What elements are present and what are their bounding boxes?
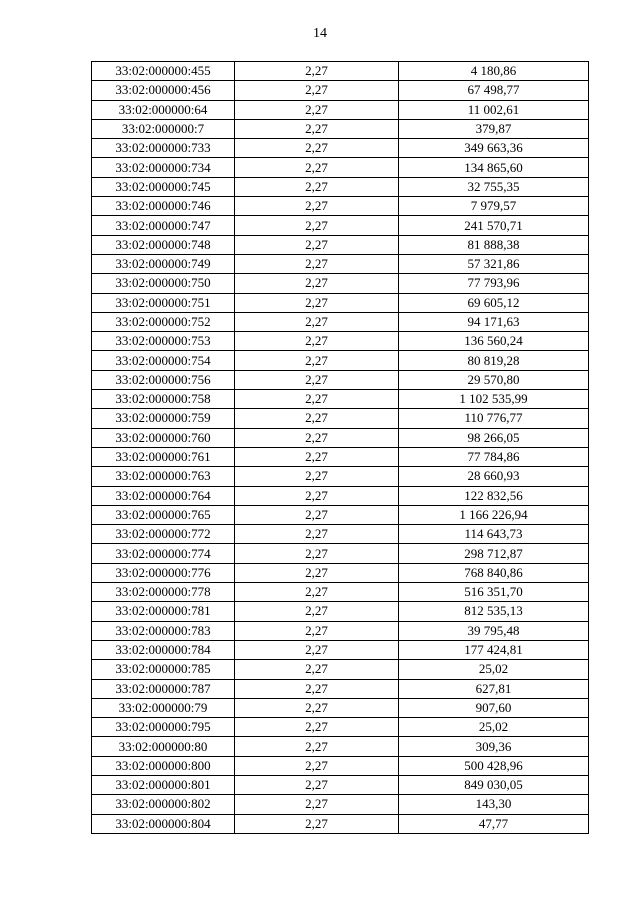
table-row (92, 602, 589, 621)
table-row (92, 254, 589, 273)
table-row (92, 62, 589, 81)
rate-cell: 2,27 (235, 351, 399, 370)
amount-cell: 379,87 (399, 119, 589, 138)
rate-cell: 2,27 (235, 583, 399, 602)
rate-cell: 2,27 (235, 390, 399, 409)
amount-cell: 77 784,86 (399, 447, 589, 466)
cadastral-number-cell: 33:02:000000:751 (92, 293, 235, 312)
cadastral-number-cell: 33:02:000000:761 (92, 447, 235, 466)
table-row (92, 177, 589, 196)
amount-cell: 67 498,77 (399, 81, 589, 100)
cadastral-number-cell: 33:02:000000:760 (92, 428, 235, 447)
table-row (92, 351, 589, 370)
table-body (92, 62, 589, 834)
rate-cell: 2,27 (235, 274, 399, 293)
cadastral-number-cell: 33:02:000000:795 (92, 718, 235, 737)
table-row (92, 100, 589, 119)
rate-cell: 2,27 (235, 428, 399, 447)
rate-cell: 2,27 (235, 563, 399, 582)
table-row (92, 467, 589, 486)
amount-cell: 134 865,60 (399, 158, 589, 177)
page-number: 14 (313, 26, 327, 41)
cadastral-number-cell: 33:02:000000:756 (92, 370, 235, 389)
cadastral-number-cell: 33:02:000000:787 (92, 679, 235, 698)
table-row (92, 544, 589, 563)
amount-cell: 29 570,80 (399, 370, 589, 389)
cadastral-number-cell: 33:02:000000:804 (92, 814, 235, 833)
amount-cell: 241 570,71 (399, 216, 589, 235)
table-row (92, 756, 589, 775)
cadastral-number-cell: 33:02:000000:764 (92, 486, 235, 505)
amount-cell: 47,77 (399, 814, 589, 833)
rate-cell: 2,27 (235, 737, 399, 756)
table-row (92, 640, 589, 659)
amount-cell: 122 832,56 (399, 486, 589, 505)
amount-cell: 110 776,77 (399, 409, 589, 428)
table-row (92, 718, 589, 737)
cadastral-number-cell: 33:02:000000:79 (92, 698, 235, 717)
cadastral-number-cell: 33:02:000000:772 (92, 525, 235, 544)
amount-cell: 11 002,61 (399, 100, 589, 119)
table-row (92, 312, 589, 331)
table-row (92, 332, 589, 351)
cadastral-number-cell: 33:02:000000:763 (92, 467, 235, 486)
amount-cell: 143,30 (399, 795, 589, 814)
amount-cell: 7 979,57 (399, 197, 589, 216)
amount-cell: 768 840,86 (399, 563, 589, 582)
rate-cell: 2,27 (235, 119, 399, 138)
cadastral-number-cell: 33:02:000000:765 (92, 505, 235, 524)
amount-cell: 500 428,96 (399, 756, 589, 775)
cadastral-number-cell: 33:02:000000:733 (92, 139, 235, 158)
cadastral-number-cell: 33:02:000000:7 (92, 119, 235, 138)
table-row (92, 235, 589, 254)
rate-cell: 2,27 (235, 197, 399, 216)
table-row (92, 737, 589, 756)
rate-cell: 2,27 (235, 216, 399, 235)
cadastral-number-cell: 33:02:000000:800 (92, 756, 235, 775)
amount-cell: 98 266,05 (399, 428, 589, 447)
rate-cell: 2,27 (235, 409, 399, 428)
table-row (92, 775, 589, 794)
table-row (92, 583, 589, 602)
rate-cell: 2,27 (235, 254, 399, 273)
rate-cell: 2,27 (235, 660, 399, 679)
cadastral-number-cell: 33:02:000000:785 (92, 660, 235, 679)
table-row (92, 428, 589, 447)
rate-cell: 2,27 (235, 100, 399, 119)
table-row (92, 698, 589, 717)
amount-cell: 32 755,35 (399, 177, 589, 196)
rate-cell: 2,27 (235, 293, 399, 312)
data-table (91, 61, 589, 834)
rate-cell: 2,27 (235, 467, 399, 486)
table-row (92, 795, 589, 814)
amount-cell: 81 888,38 (399, 235, 589, 254)
cadastral-number-cell: 33:02:000000:80 (92, 737, 235, 756)
rate-cell: 2,27 (235, 814, 399, 833)
cadastral-number-cell: 33:02:000000:776 (92, 563, 235, 582)
amount-cell: 57 321,86 (399, 254, 589, 273)
cadastral-number-cell: 33:02:000000:802 (92, 795, 235, 814)
table-row (92, 563, 589, 582)
amount-cell: 516 351,70 (399, 583, 589, 602)
rate-cell: 2,27 (235, 158, 399, 177)
table-row (92, 679, 589, 698)
amount-cell: 627,81 (399, 679, 589, 698)
cadastral-number-cell: 33:02:000000:752 (92, 312, 235, 331)
rate-cell: 2,27 (235, 177, 399, 196)
table-row (92, 621, 589, 640)
rate-cell: 2,27 (235, 795, 399, 814)
amount-cell: 349 663,36 (399, 139, 589, 158)
rate-cell: 2,27 (235, 486, 399, 505)
table-row (92, 486, 589, 505)
cadastral-number-cell: 33:02:000000:456 (92, 81, 235, 100)
table-row (92, 660, 589, 679)
rate-cell: 2,27 (235, 775, 399, 794)
amount-cell: 812 535,13 (399, 602, 589, 621)
amount-cell: 114 643,73 (399, 525, 589, 544)
rate-cell: 2,27 (235, 602, 399, 621)
amount-cell: 94 171,63 (399, 312, 589, 331)
amount-cell: 136 560,24 (399, 332, 589, 351)
amount-cell: 25,02 (399, 660, 589, 679)
cadastral-number-cell: 33:02:000000:455 (92, 62, 235, 81)
amount-cell: 80 819,28 (399, 351, 589, 370)
table-row (92, 293, 589, 312)
cadastral-number-cell: 33:02:000000:774 (92, 544, 235, 563)
rate-cell: 2,27 (235, 640, 399, 659)
amount-cell: 39 795,48 (399, 621, 589, 640)
cadastral-number-cell: 33:02:000000:64 (92, 100, 235, 119)
table-row (92, 814, 589, 833)
amount-cell: 1 166 226,94 (399, 505, 589, 524)
amount-cell: 28 660,93 (399, 467, 589, 486)
amount-cell: 298 712,87 (399, 544, 589, 563)
cadastral-number-cell: 33:02:000000:754 (92, 351, 235, 370)
cadastral-number-cell: 33:02:000000:750 (92, 274, 235, 293)
rate-cell: 2,27 (235, 544, 399, 563)
amount-cell: 25,02 (399, 718, 589, 737)
rate-cell: 2,27 (235, 447, 399, 466)
cadastral-number-cell: 33:02:000000:749 (92, 254, 235, 273)
amount-cell: 907,60 (399, 698, 589, 717)
rate-cell: 2,27 (235, 756, 399, 775)
rate-cell: 2,27 (235, 81, 399, 100)
rate-cell: 2,27 (235, 679, 399, 698)
rate-cell: 2,27 (235, 718, 399, 737)
table-row (92, 158, 589, 177)
cadastral-number-cell: 33:02:000000:781 (92, 602, 235, 621)
rate-cell: 2,27 (235, 332, 399, 351)
cadastral-number-cell: 33:02:000000:783 (92, 621, 235, 640)
cadastral-number-cell: 33:02:000000:801 (92, 775, 235, 794)
cadastral-number-cell: 33:02:000000:784 (92, 640, 235, 659)
table-row (92, 216, 589, 235)
table-row (92, 505, 589, 524)
table-row (92, 119, 589, 138)
cadastral-number-cell: 33:02:000000:746 (92, 197, 235, 216)
amount-cell: 177 424,81 (399, 640, 589, 659)
rate-cell: 2,27 (235, 62, 399, 81)
cadastral-number-cell: 33:02:000000:745 (92, 177, 235, 196)
cadastral-number-cell: 33:02:000000:747 (92, 216, 235, 235)
table-row (92, 370, 589, 389)
cadastral-number-cell: 33:02:000000:734 (92, 158, 235, 177)
cadastral-number-cell: 33:02:000000:753 (92, 332, 235, 351)
rate-cell: 2,27 (235, 370, 399, 389)
table-row (92, 139, 589, 158)
amount-cell: 849 030,05 (399, 775, 589, 794)
table-row (92, 447, 589, 466)
cadastral-number-cell: 33:02:000000:758 (92, 390, 235, 409)
amount-cell: 69 605,12 (399, 293, 589, 312)
rate-cell: 2,27 (235, 505, 399, 524)
rate-cell: 2,27 (235, 139, 399, 158)
table-row (92, 525, 589, 544)
amount-cell: 77 793,96 (399, 274, 589, 293)
table-row (92, 409, 589, 428)
table-row (92, 81, 589, 100)
rate-cell: 2,27 (235, 312, 399, 331)
amount-cell: 1 102 535,99 (399, 390, 589, 409)
rate-cell: 2,27 (235, 235, 399, 254)
table-row (92, 390, 589, 409)
cadastral-number-cell: 33:02:000000:759 (92, 409, 235, 428)
amount-cell: 309,36 (399, 737, 589, 756)
rate-cell: 2,27 (235, 698, 399, 717)
table-row (92, 197, 589, 216)
rate-cell: 2,27 (235, 525, 399, 544)
amount-cell: 4 180,86 (399, 62, 589, 81)
cadastral-number-cell: 33:02:000000:748 (92, 235, 235, 254)
rate-cell: 2,27 (235, 621, 399, 640)
table-row (92, 274, 589, 293)
cadastral-number-cell: 33:02:000000:778 (92, 583, 235, 602)
